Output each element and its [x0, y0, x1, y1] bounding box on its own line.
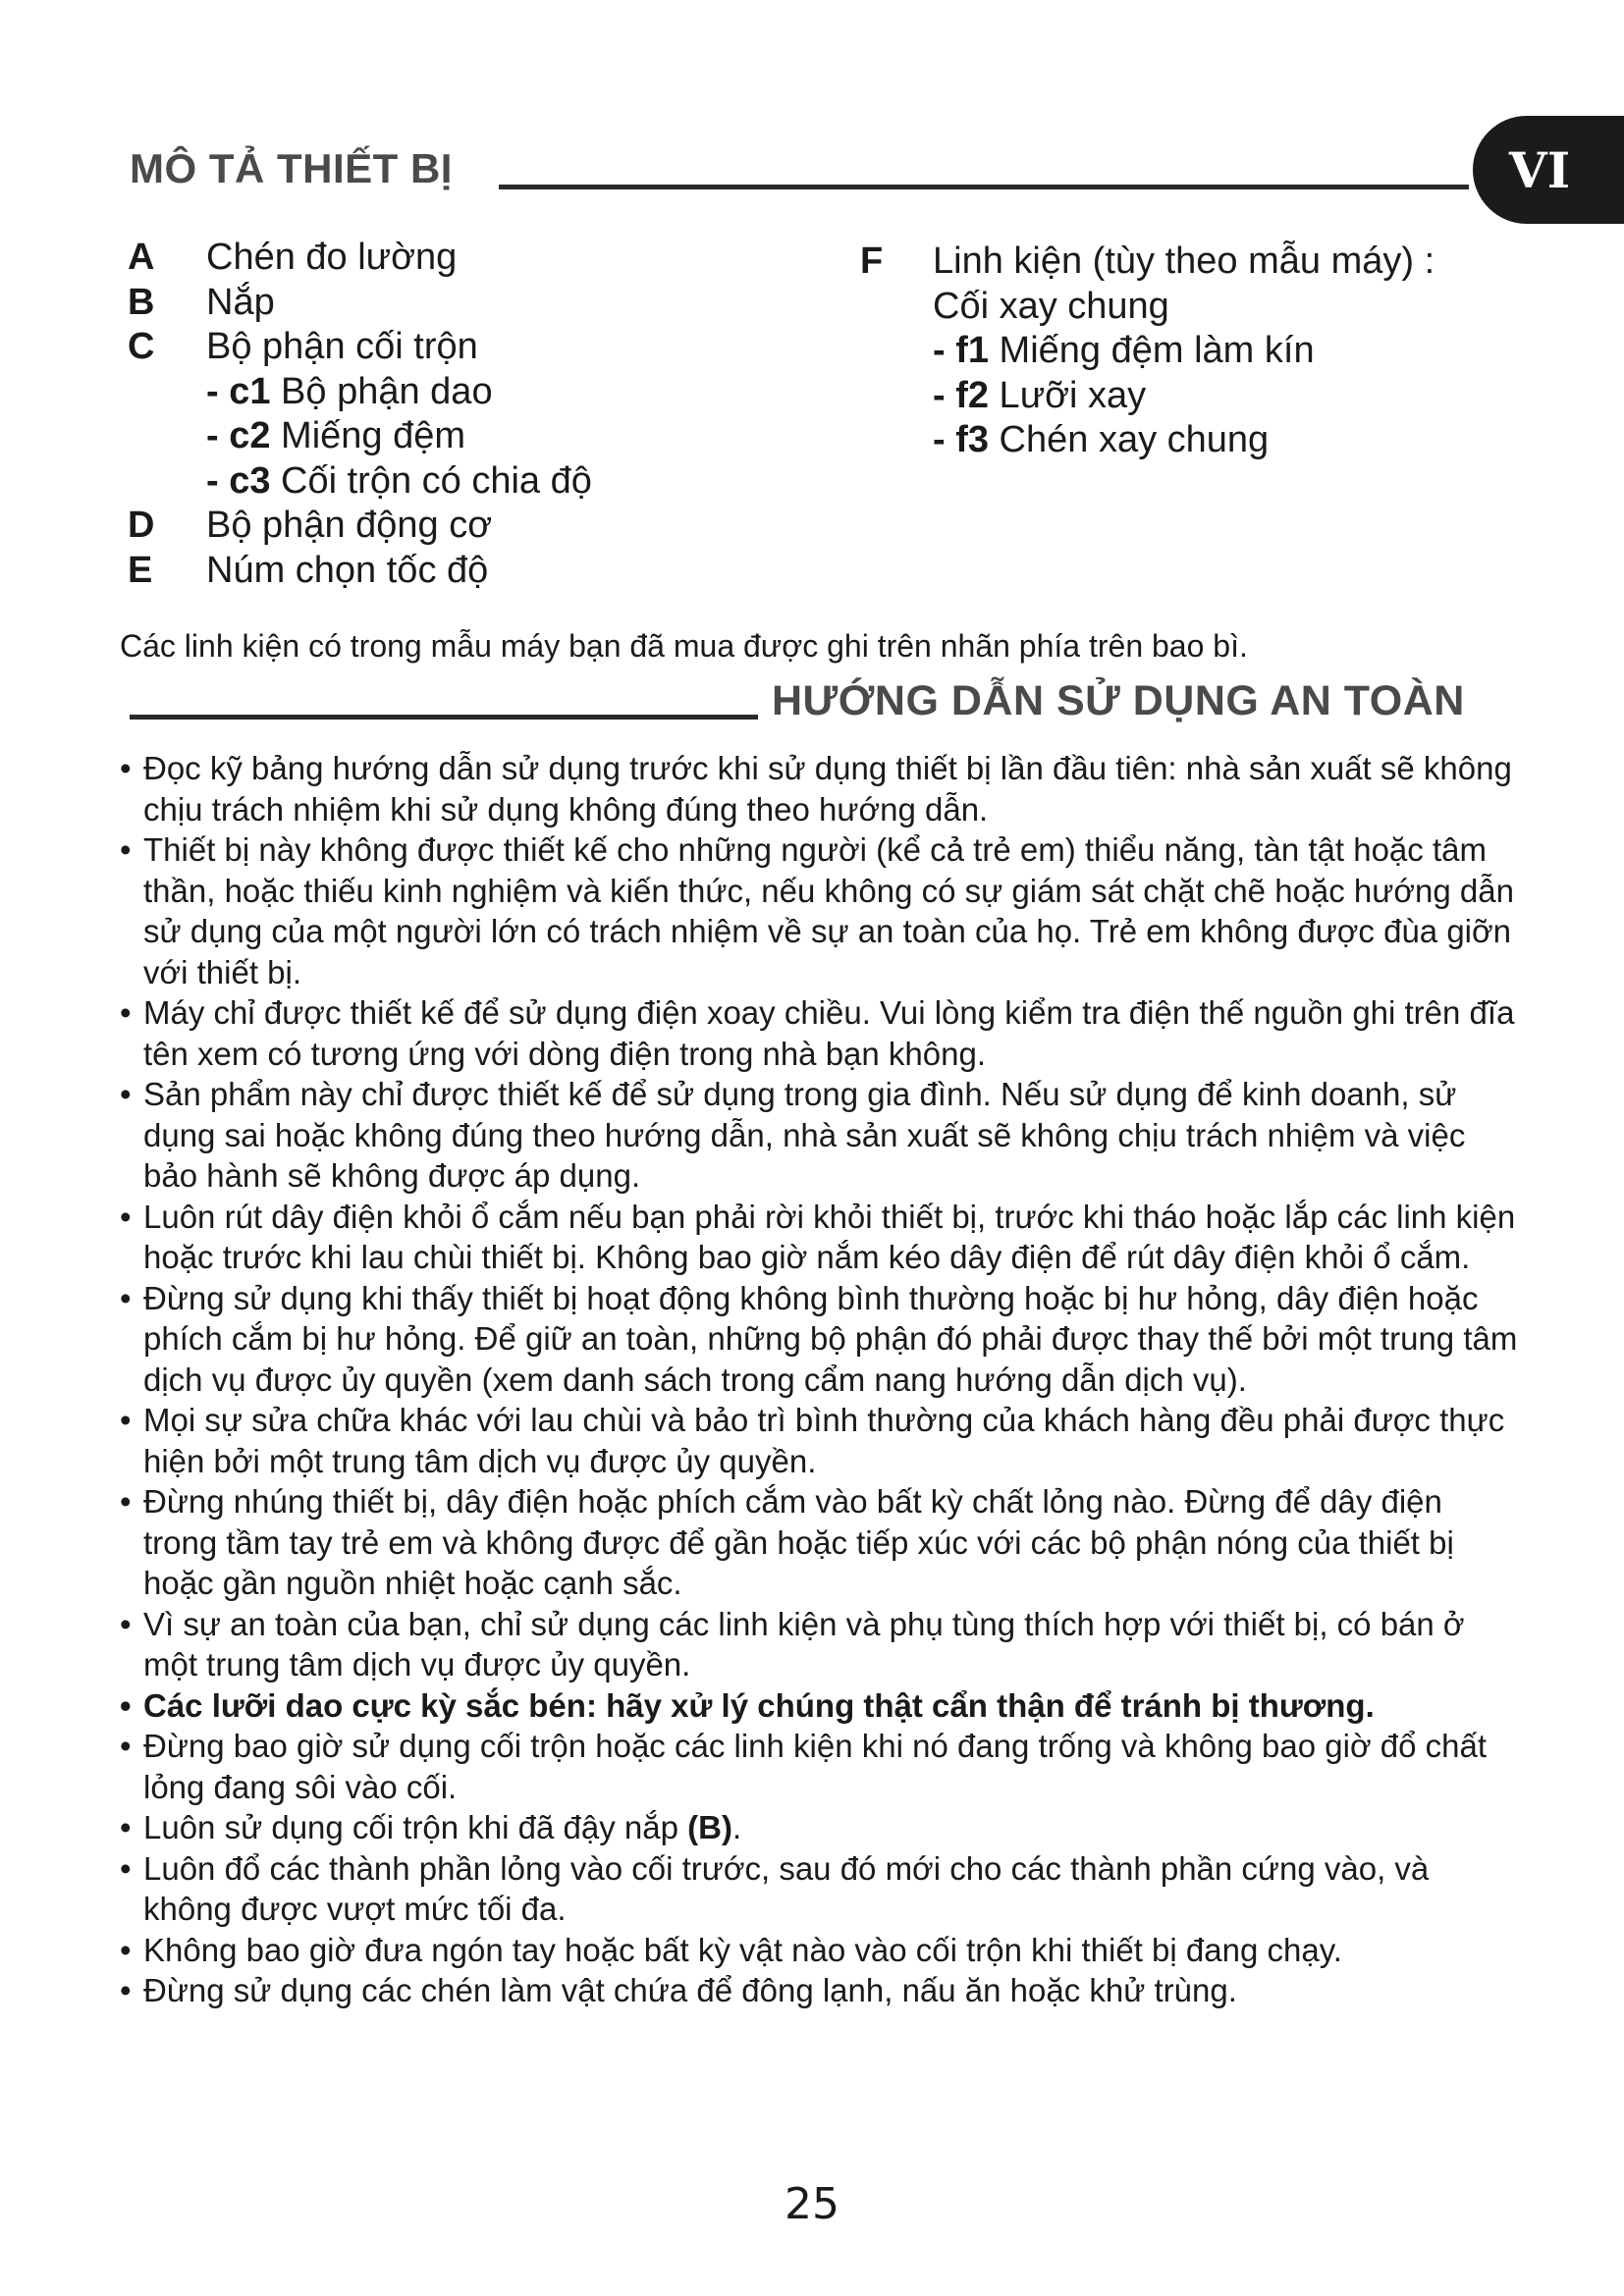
safety-item-text: Không bao giờ đưa ngón tay hoặc bất kỳ vật nào vào cối trộn khi thiết bị đang chạy.: [143, 1931, 1342, 1968]
bullet: •: [120, 1198, 132, 1235]
safety-item: [120, 1848, 1524, 1930]
part-label: Linh kiện (tùy theo mẫu máy) :: [933, 240, 1435, 282]
sub-part-label: Lưỡi xay: [989, 374, 1147, 416]
parts-list-right: [860, 240, 1547, 463]
safety-item: [120, 1726, 1524, 1807]
sub-part-label: Chén xay chung: [989, 419, 1270, 460]
part-label: Chén đo lường: [206, 237, 458, 278]
part-item-a: [128, 236, 874, 281]
sub-part-c2: [128, 414, 874, 459]
safety-item: [120, 1481, 1524, 1604]
safety-item-text: Đọc kỹ bảng hướng dẫn sử dụng trước khi sử dụng thiết bị lần đầu tiên: nhà sản xuất sẽ không chịu trách nhiệm khi sử dụng không đúng theo hướng dẫn.: [143, 750, 1512, 828]
part-label: Núm chọn tốc độ: [206, 549, 489, 591]
safety-item-text: Luôn rút dây điện khỏi ổ cắm nếu bạn phải rời khỏi thiết bị, trước khi tháo hoặc lắp các linh kiện hoặc trước khi lau chùi thiết bị. Không bao giờ nắm kéo dây điện để rút dây điện khỏi ổ cắm.: [143, 1198, 1516, 1275]
bullet: •: [120, 1605, 132, 1642]
safety-item-text: Thiết bị này không được thiết kế cho những người (kể cả trẻ em) thiểu năng, tàn tật hoặc tâm thần, hoặc thiếu kinh nghiệm và kiến thức, nếu không có sự giám sát chặt chẽ hoặc hướng dẫn sử dụng của một người lớn có trách nhiệm về sự an toàn của họ. Trẻ em không được đùa giỡn với thiết bị.: [143, 831, 1514, 990]
safety-instructions-list: [120, 748, 1524, 2011]
safety-item-text: Đừng sử dụng các chén làm vật chứa để đông lạnh, nấu ăn hoặc khử trùng.: [143, 1972, 1237, 2008]
bullet: •: [120, 1849, 132, 1887]
safety-item: [120, 1604, 1524, 1685]
part-letter: C: [128, 326, 155, 367]
sub-part-code: - f3: [933, 419, 989, 460]
bullet: •: [120, 1076, 132, 1112]
part-label: Bộ phận động cơ: [206, 505, 493, 546]
safety-item-text: Luôn đổ các thành phần lỏng vào cối trước, sau đó mới cho các thành phần cứng vào, và không được vượt mức tối đa.: [143, 1849, 1430, 1927]
safety-item: [120, 1074, 1524, 1197]
page-number: 25: [785, 2179, 839, 2229]
lid-reference: (B): [687, 1809, 732, 1845]
sub-part-code: - c2: [206, 415, 271, 456]
safety-title-rule: [130, 715, 758, 720]
safety-item: [120, 1278, 1524, 1401]
bullet: •: [120, 1931, 132, 1968]
sub-part-code: - f2: [933, 374, 989, 416]
sub-part-label: Miếng đệm: [270, 415, 466, 456]
part-item-e: [128, 549, 874, 594]
safety-item: [120, 1930, 1524, 1971]
part-letter: E: [128, 549, 153, 591]
sub-part-label: Cối trộn có chia độ: [270, 459, 592, 502]
part-letter: D: [128, 505, 155, 546]
safety-item-warning: [120, 1685, 1524, 1727]
language-tab: [1473, 116, 1624, 224]
sentence-end: .: [731, 1809, 742, 1845]
accessories-note: Các linh kiện có trong mẫu máy bạn đã mua được ghi trên nhãn phía trên bao bì.: [120, 628, 1248, 664]
part-label: Nắp: [206, 281, 275, 323]
safety-item: [120, 829, 1524, 992]
sub-part-code: - f1: [933, 330, 989, 371]
safety-item-text: Sản phẩm này chỉ được thiết kế để sử dụng trong gia đình. Nếu sử dụng để kinh doanh, sử dụng sai hoặc không đúng theo hướng dẫn, nhà sản xuất sẽ không chịu trách nhiệm và việc bảo hành sẽ không được áp dụng.: [143, 1076, 1466, 1194]
bullet: •: [120, 1279, 132, 1316]
accessory-subtitle: Cối xay chung: [933, 285, 1169, 327]
part-item-c: [128, 325, 874, 370]
part-item-b: [128, 281, 874, 326]
section-title-safety: HƯỚNG DẪN SỬ DỤNG AN TOÀN: [772, 677, 1465, 724]
safety-item-text: Các lưỡi dao cực kỳ sắc bén: hãy xử lý chúng thật cẩn thận để tránh bị thương.: [143, 1686, 1375, 1724]
sub-part-f2: [860, 374, 1547, 419]
safety-item-text: Vì sự an toàn của bạn, chỉ sử dụng các linh kiện và phụ tùng thích hợp với thiết bị, có bán ở một trung tâm dịch vụ được ủy quyền.: [143, 1605, 1465, 1682]
parts-list-left: [128, 236, 874, 593]
safety-item: [120, 1400, 1524, 1481]
bullet: •: [120, 1483, 132, 1520]
sub-part-code: - c3: [206, 459, 271, 502]
safety-item: [120, 1807, 1524, 1848]
bullet: •: [120, 1402, 132, 1438]
safety-item-text: Đừng bao giờ sử dụng cối trộn hoặc các linh kiện khi nó đang trống và không bao giờ đổ chất lỏng đang sôi vào cối.: [143, 1728, 1488, 1805]
safety-item-text: Mọi sự sửa chữa khác với lau chùi và bảo trì bình thường của khách hàng đều phải được thực hiện bởi một trung tâm dịch vụ được ủy quyền.: [143, 1402, 1505, 1479]
part-item-d: [128, 504, 874, 549]
sub-part-label: Bộ phận dao: [270, 370, 493, 412]
safety-item-text: Đừng sử dụng khi thấy thiết bị hoạt động không bình thường hoặc bị hư hỏng, dây điện hoặc phích cắm bị hư hỏng. Để giữ an toàn, những bộ phận đó phải được thay thế bởi một trung tâm dịch vụ được ủy quyền (xem danh sách trong cẩm nang hướng dẫn dịch vụ).: [143, 1279, 1518, 1398]
part-letter: A: [128, 237, 155, 278]
part-label: Bộ phận cối trộn: [206, 326, 478, 367]
sub-part-c3: [128, 459, 874, 505]
bullet: •: [120, 1972, 132, 2008]
safety-item-text: Máy chỉ được thiết kế để sử dụng điện xoay chiều. Vui lòng kiểm tra điện thế nguồn ghi trên đĩa tên xem có tương ứng với dòng điện trong nhà bạn không.: [143, 994, 1515, 1072]
safety-item: [120, 1197, 1524, 1278]
part-letter: F: [860, 240, 884, 282]
language-code: VI: [1508, 140, 1571, 199]
sub-part-c1: [128, 370, 874, 415]
title-rule: [499, 185, 1469, 189]
part-item-f: [860, 240, 1547, 285]
safety-item: [120, 1970, 1524, 2011]
sub-part-label: Miếng đệm làm kín: [989, 330, 1315, 371]
sub-part-code: - c1: [206, 370, 271, 412]
safety-item: [120, 992, 1524, 1074]
bullet: •: [120, 1809, 132, 1845]
section-title-device-description: MÔ TẢ THIẾT BỊ: [130, 145, 453, 191]
bullet: •: [120, 831, 132, 868]
bullet: •: [120, 1686, 132, 1724]
bullet: •: [120, 1728, 132, 1764]
safety-item-text: Đừng nhúng thiết bị, dây điện hoặc phích cắm vào bất kỳ chất lỏng nào. Đừng để dây điện trong tầm tay trẻ em và không được để gần hoặc tiếp xúc với các bộ phận nóng của thiết bị hoặc gần nguồn nhiệt hoặc cạnh sắc.: [143, 1483, 1454, 1601]
sub-part-f1: [860, 329, 1547, 374]
sub-part-f3: [860, 418, 1547, 463]
safety-item-text: Luôn sử dụng cối trộn khi đã đậy nắp: [143, 1809, 688, 1845]
bullet: •: [120, 750, 132, 786]
bullet: •: [120, 994, 132, 1031]
part-letter: B: [128, 281, 155, 323]
safety-item: [120, 748, 1524, 829]
